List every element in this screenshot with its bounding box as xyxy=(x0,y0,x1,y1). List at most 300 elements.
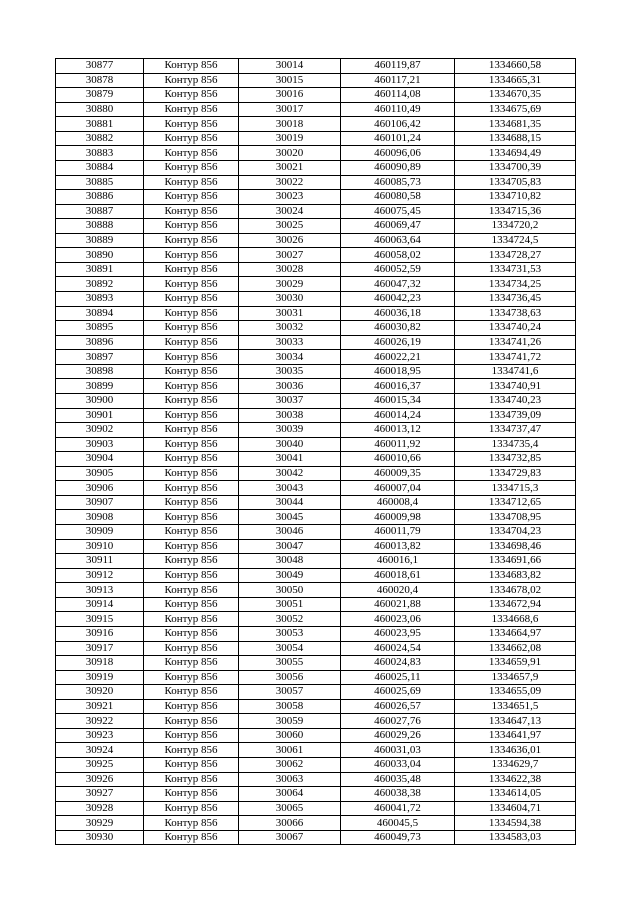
x-coordinate-cell: 460058,02 xyxy=(341,248,455,263)
row-number-cell: 30894 xyxy=(56,306,144,321)
point-number-cell: 30065 xyxy=(239,801,341,816)
y-coordinate-cell: 1334641,97 xyxy=(455,728,576,743)
table-row xyxy=(56,481,576,496)
x-coordinate-cell: 460045,5 xyxy=(341,816,455,831)
contour-name-cell: Контур 856 xyxy=(144,699,239,714)
row-number-cell: 30928 xyxy=(56,801,144,816)
x-coordinate-cell: 460119,87 xyxy=(341,59,455,74)
x-coordinate-cell: 460090,89 xyxy=(341,160,455,175)
x-coordinate-cell: 460035,48 xyxy=(341,772,455,787)
table-row xyxy=(56,539,576,554)
point-number-cell: 30027 xyxy=(239,248,341,263)
row-number-cell: 30909 xyxy=(56,525,144,540)
contour-name-cell: Контур 856 xyxy=(144,743,239,758)
point-number-cell: 30014 xyxy=(239,59,341,74)
y-coordinate-cell: 1334715,3 xyxy=(455,481,576,496)
row-number-cell: 30929 xyxy=(56,816,144,831)
y-coordinate-cell: 1334715,36 xyxy=(455,204,576,219)
row-number-cell: 30888 xyxy=(56,219,144,234)
x-coordinate-cell: 460008,4 xyxy=(341,495,455,510)
row-number-cell: 30882 xyxy=(56,131,144,146)
row-number-cell: 30903 xyxy=(56,437,144,452)
table-row xyxy=(56,423,576,438)
y-coordinate-cell: 1334583,03 xyxy=(455,830,576,845)
point-number-cell: 30019 xyxy=(239,131,341,146)
point-number-cell: 30015 xyxy=(239,73,341,88)
point-number-cell: 30025 xyxy=(239,219,341,234)
contour-name-cell: Контур 856 xyxy=(144,816,239,831)
point-number-cell: 30028 xyxy=(239,262,341,277)
table-row xyxy=(56,364,576,379)
y-coordinate-cell: 1334651,5 xyxy=(455,699,576,714)
x-coordinate-cell: 460026,57 xyxy=(341,699,455,714)
point-number-cell: 30048 xyxy=(239,554,341,569)
row-number-cell: 30879 xyxy=(56,88,144,103)
point-number-cell: 30057 xyxy=(239,685,341,700)
point-number-cell: 30018 xyxy=(239,117,341,132)
x-coordinate-cell: 460063,64 xyxy=(341,233,455,248)
x-coordinate-cell: 460025,69 xyxy=(341,685,455,700)
table-row xyxy=(56,568,576,583)
y-coordinate-cell: 1334659,91 xyxy=(455,656,576,671)
y-coordinate-cell: 1334683,82 xyxy=(455,568,576,583)
point-number-cell: 30056 xyxy=(239,670,341,685)
contour-name-cell: Контур 856 xyxy=(144,292,239,307)
x-coordinate-cell: 460114,08 xyxy=(341,88,455,103)
x-coordinate-cell: 460018,61 xyxy=(341,568,455,583)
contour-name-cell: Контур 856 xyxy=(144,335,239,350)
table-row xyxy=(56,321,576,336)
x-coordinate-cell: 460015,34 xyxy=(341,393,455,408)
point-number-cell: 30039 xyxy=(239,423,341,438)
contour-name-cell: Контур 856 xyxy=(144,728,239,743)
x-coordinate-cell: 460009,35 xyxy=(341,466,455,481)
row-number-cell: 30922 xyxy=(56,714,144,729)
table-row xyxy=(56,350,576,365)
contour-name-cell: Контур 856 xyxy=(144,670,239,685)
table-row xyxy=(56,204,576,219)
table-row xyxy=(56,525,576,540)
y-coordinate-cell: 1334734,25 xyxy=(455,277,576,292)
contour-name-cell: Контур 856 xyxy=(144,437,239,452)
contour-name-cell: Контур 856 xyxy=(144,262,239,277)
contour-name-cell: Контур 856 xyxy=(144,277,239,292)
table-row xyxy=(56,495,576,510)
contour-name-cell: Контур 856 xyxy=(144,714,239,729)
point-number-cell: 30063 xyxy=(239,772,341,787)
row-number-cell: 30927 xyxy=(56,787,144,802)
row-number-cell: 30906 xyxy=(56,481,144,496)
y-coordinate-cell: 1334732,85 xyxy=(455,452,576,467)
table-row xyxy=(56,670,576,685)
row-number-cell: 30897 xyxy=(56,350,144,365)
y-coordinate-cell: 1334614,05 xyxy=(455,787,576,802)
row-number-cell: 30913 xyxy=(56,583,144,598)
y-coordinate-cell: 1334629,7 xyxy=(455,758,576,773)
point-number-cell: 30036 xyxy=(239,379,341,394)
y-coordinate-cell: 1334604,71 xyxy=(455,801,576,816)
x-coordinate-cell: 460038,38 xyxy=(341,787,455,802)
row-number-cell: 30930 xyxy=(56,830,144,845)
row-number-cell: 30901 xyxy=(56,408,144,423)
x-coordinate-cell: 460024,54 xyxy=(341,641,455,656)
y-coordinate-cell: 1334712,65 xyxy=(455,495,576,510)
y-coordinate-cell: 1334704,23 xyxy=(455,525,576,540)
y-coordinate-cell: 1334739,09 xyxy=(455,408,576,423)
row-number-cell: 30912 xyxy=(56,568,144,583)
y-coordinate-cell: 1334708,95 xyxy=(455,510,576,525)
point-number-cell: 30038 xyxy=(239,408,341,423)
table-row xyxy=(56,728,576,743)
x-coordinate-cell: 460020,4 xyxy=(341,583,455,598)
y-coordinate-cell: 1334594,38 xyxy=(455,816,576,831)
y-coordinate-cell: 1334740,91 xyxy=(455,379,576,394)
contour-name-cell: Контур 856 xyxy=(144,233,239,248)
x-coordinate-cell: 460011,92 xyxy=(341,437,455,452)
y-coordinate-cell: 1334737,47 xyxy=(455,423,576,438)
y-coordinate-cell: 1334728,27 xyxy=(455,248,576,263)
point-number-cell: 30032 xyxy=(239,321,341,336)
y-coordinate-cell: 1334681,35 xyxy=(455,117,576,132)
row-number-cell: 30915 xyxy=(56,612,144,627)
table-row xyxy=(56,292,576,307)
contour-name-cell: Контур 856 xyxy=(144,495,239,510)
row-number-cell: 30884 xyxy=(56,160,144,175)
table-row xyxy=(56,554,576,569)
y-coordinate-cell: 1334700,39 xyxy=(455,160,576,175)
row-number-cell: 30919 xyxy=(56,670,144,685)
table-row xyxy=(56,335,576,350)
y-coordinate-cell: 1334688,15 xyxy=(455,131,576,146)
row-number-cell: 30918 xyxy=(56,656,144,671)
contour-name-cell: Контур 856 xyxy=(144,102,239,117)
x-coordinate-cell: 460041,72 xyxy=(341,801,455,816)
point-number-cell: 30061 xyxy=(239,743,341,758)
table-row xyxy=(56,219,576,234)
point-number-cell: 30030 xyxy=(239,292,341,307)
point-number-cell: 30053 xyxy=(239,626,341,641)
row-number-cell: 30902 xyxy=(56,423,144,438)
table-row xyxy=(56,830,576,845)
table-row xyxy=(56,743,576,758)
contour-name-cell: Контур 856 xyxy=(144,525,239,540)
y-coordinate-cell: 1334740,23 xyxy=(455,393,576,408)
contour-name-cell: Контур 856 xyxy=(144,423,239,438)
point-number-cell: 30026 xyxy=(239,233,341,248)
contour-name-cell: Контур 856 xyxy=(144,772,239,787)
row-number-cell: 30923 xyxy=(56,728,144,743)
row-number-cell: 30896 xyxy=(56,335,144,350)
x-coordinate-cell: 460025,11 xyxy=(341,670,455,685)
point-number-cell: 30066 xyxy=(239,816,341,831)
row-number-cell: 30914 xyxy=(56,597,144,612)
y-coordinate-cell: 1334736,45 xyxy=(455,292,576,307)
y-coordinate-cell: 1334636,01 xyxy=(455,743,576,758)
contour-name-cell: Контур 856 xyxy=(144,73,239,88)
x-coordinate-cell: 460096,06 xyxy=(341,146,455,161)
table-row xyxy=(56,306,576,321)
row-number-cell: 30885 xyxy=(56,175,144,190)
contour-name-cell: Контур 856 xyxy=(144,379,239,394)
y-coordinate-cell: 1334705,83 xyxy=(455,175,576,190)
y-coordinate-cell: 1334664,97 xyxy=(455,626,576,641)
contour-name-cell: Контур 856 xyxy=(144,758,239,773)
table-row xyxy=(56,612,576,627)
row-number-cell: 30920 xyxy=(56,685,144,700)
table-row xyxy=(56,393,576,408)
x-coordinate-cell: 460016,1 xyxy=(341,554,455,569)
row-number-cell: 30904 xyxy=(56,452,144,467)
y-coordinate-cell: 1334665,31 xyxy=(455,73,576,88)
table-row xyxy=(56,597,576,612)
row-number-cell: 30880 xyxy=(56,102,144,117)
y-coordinate-cell: 1334660,58 xyxy=(455,59,576,74)
contour-name-cell: Контур 856 xyxy=(144,685,239,700)
x-coordinate-cell: 460021,88 xyxy=(341,597,455,612)
row-number-cell: 30892 xyxy=(56,277,144,292)
coordinates-table xyxy=(55,58,576,845)
point-number-cell: 30024 xyxy=(239,204,341,219)
row-number-cell: 30881 xyxy=(56,117,144,132)
contour-name-cell: Контур 856 xyxy=(144,481,239,496)
table-row xyxy=(56,714,576,729)
row-number-cell: 30900 xyxy=(56,393,144,408)
contour-name-cell: Контур 856 xyxy=(144,597,239,612)
x-coordinate-cell: 460026,19 xyxy=(341,335,455,350)
point-number-cell: 30017 xyxy=(239,102,341,117)
table-row xyxy=(56,190,576,205)
x-coordinate-cell: 460110,49 xyxy=(341,102,455,117)
table-row xyxy=(56,175,576,190)
contour-name-cell: Контур 856 xyxy=(144,350,239,365)
contour-name-cell: Контур 856 xyxy=(144,787,239,802)
point-number-cell: 30020 xyxy=(239,146,341,161)
y-coordinate-cell: 1334741,72 xyxy=(455,350,576,365)
x-coordinate-cell: 460010,66 xyxy=(341,452,455,467)
point-number-cell: 30023 xyxy=(239,190,341,205)
contour-name-cell: Контур 856 xyxy=(144,59,239,74)
contour-name-cell: Контур 856 xyxy=(144,612,239,627)
y-coordinate-cell: 1334662,08 xyxy=(455,641,576,656)
table-row xyxy=(56,408,576,423)
row-number-cell: 30925 xyxy=(56,758,144,773)
point-number-cell: 30062 xyxy=(239,758,341,773)
point-number-cell: 30041 xyxy=(239,452,341,467)
table-row xyxy=(56,699,576,714)
contour-name-cell: Контур 856 xyxy=(144,175,239,190)
point-number-cell: 30016 xyxy=(239,88,341,103)
contour-name-cell: Контур 856 xyxy=(144,554,239,569)
contour-name-cell: Контур 856 xyxy=(144,641,239,656)
y-coordinate-cell: 1334740,24 xyxy=(455,321,576,336)
x-coordinate-cell: 460117,21 xyxy=(341,73,455,88)
table-row xyxy=(56,73,576,88)
x-coordinate-cell: 460031,03 xyxy=(341,743,455,758)
table-row xyxy=(56,626,576,641)
table-row xyxy=(56,466,576,481)
table-row xyxy=(56,641,576,656)
x-coordinate-cell: 460085,73 xyxy=(341,175,455,190)
contour-name-cell: Контур 856 xyxy=(144,393,239,408)
x-coordinate-cell: 460052,59 xyxy=(341,262,455,277)
y-coordinate-cell: 1334741,6 xyxy=(455,364,576,379)
y-coordinate-cell: 1334668,6 xyxy=(455,612,576,627)
row-number-cell: 30883 xyxy=(56,146,144,161)
row-number-cell: 30899 xyxy=(56,379,144,394)
row-number-cell: 30911 xyxy=(56,554,144,569)
row-number-cell: 30907 xyxy=(56,495,144,510)
y-coordinate-cell: 1334729,83 xyxy=(455,466,576,481)
row-number-cell: 30910 xyxy=(56,539,144,554)
contour-name-cell: Контур 856 xyxy=(144,801,239,816)
point-number-cell: 30064 xyxy=(239,787,341,802)
x-coordinate-cell: 460007,04 xyxy=(341,481,455,496)
y-coordinate-cell: 1334694,49 xyxy=(455,146,576,161)
contour-name-cell: Контур 856 xyxy=(144,146,239,161)
x-coordinate-cell: 460080,58 xyxy=(341,190,455,205)
row-number-cell: 30895 xyxy=(56,321,144,336)
point-number-cell: 30035 xyxy=(239,364,341,379)
y-coordinate-cell: 1334735,4 xyxy=(455,437,576,452)
y-coordinate-cell: 1334731,53 xyxy=(455,262,576,277)
x-coordinate-cell: 460069,47 xyxy=(341,219,455,234)
point-number-cell: 30045 xyxy=(239,510,341,525)
row-number-cell: 30893 xyxy=(56,292,144,307)
table-row xyxy=(56,510,576,525)
y-coordinate-cell: 1334657,9 xyxy=(455,670,576,685)
table-row xyxy=(56,88,576,103)
x-coordinate-cell: 460016,37 xyxy=(341,379,455,394)
x-coordinate-cell: 460029,26 xyxy=(341,728,455,743)
table-row xyxy=(56,656,576,671)
contour-name-cell: Контур 856 xyxy=(144,88,239,103)
row-number-cell: 30921 xyxy=(56,699,144,714)
contour-name-cell: Контур 856 xyxy=(144,510,239,525)
x-coordinate-cell: 460013,12 xyxy=(341,423,455,438)
table-row xyxy=(56,131,576,146)
x-coordinate-cell: 460018,95 xyxy=(341,364,455,379)
point-number-cell: 30022 xyxy=(239,175,341,190)
row-number-cell: 30898 xyxy=(56,364,144,379)
row-number-cell: 30908 xyxy=(56,510,144,525)
table-row xyxy=(56,102,576,117)
table-row xyxy=(56,160,576,175)
x-coordinate-cell: 460042,23 xyxy=(341,292,455,307)
x-coordinate-cell: 460014,24 xyxy=(341,408,455,423)
table-row xyxy=(56,787,576,802)
x-coordinate-cell: 460106,42 xyxy=(341,117,455,132)
contour-name-cell: Контур 856 xyxy=(144,131,239,146)
point-number-cell: 30054 xyxy=(239,641,341,656)
contour-name-cell: Контур 856 xyxy=(144,656,239,671)
table-row xyxy=(56,685,576,700)
x-coordinate-cell: 460009,98 xyxy=(341,510,455,525)
y-coordinate-cell: 1334647,13 xyxy=(455,714,576,729)
table-row xyxy=(56,772,576,787)
coordinates-table-body xyxy=(56,59,576,845)
table-row xyxy=(56,816,576,831)
point-number-cell: 30033 xyxy=(239,335,341,350)
x-coordinate-cell: 460024,83 xyxy=(341,656,455,671)
x-coordinate-cell: 460011,79 xyxy=(341,525,455,540)
point-number-cell: 30046 xyxy=(239,525,341,540)
point-number-cell: 30051 xyxy=(239,597,341,612)
x-coordinate-cell: 460023,06 xyxy=(341,612,455,627)
point-number-cell: 30021 xyxy=(239,160,341,175)
y-coordinate-cell: 1334670,35 xyxy=(455,88,576,103)
contour-name-cell: Контур 856 xyxy=(144,248,239,263)
contour-name-cell: Контур 856 xyxy=(144,160,239,175)
point-number-cell: 30049 xyxy=(239,568,341,583)
y-coordinate-cell: 1334691,66 xyxy=(455,554,576,569)
row-number-cell: 30887 xyxy=(56,204,144,219)
row-number-cell: 30890 xyxy=(56,248,144,263)
table-row xyxy=(56,248,576,263)
point-number-cell: 30058 xyxy=(239,699,341,714)
table-row xyxy=(56,452,576,467)
point-number-cell: 30055 xyxy=(239,656,341,671)
y-coordinate-cell: 1334672,94 xyxy=(455,597,576,612)
x-coordinate-cell: 460047,32 xyxy=(341,277,455,292)
y-coordinate-cell: 1334622,38 xyxy=(455,772,576,787)
table-row xyxy=(56,758,576,773)
table-row xyxy=(56,379,576,394)
row-number-cell: 30878 xyxy=(56,73,144,88)
point-number-cell: 30047 xyxy=(239,539,341,554)
table-row xyxy=(56,262,576,277)
point-number-cell: 30031 xyxy=(239,306,341,321)
x-coordinate-cell: 460027,76 xyxy=(341,714,455,729)
point-number-cell: 30040 xyxy=(239,437,341,452)
x-coordinate-cell: 460013,82 xyxy=(341,539,455,554)
table-row xyxy=(56,583,576,598)
point-number-cell: 30029 xyxy=(239,277,341,292)
table-row xyxy=(56,117,576,132)
y-coordinate-cell: 1334720,2 xyxy=(455,219,576,234)
point-number-cell: 30037 xyxy=(239,393,341,408)
row-number-cell: 30905 xyxy=(56,466,144,481)
x-coordinate-cell: 460030,82 xyxy=(341,321,455,336)
point-number-cell: 30034 xyxy=(239,350,341,365)
table-row xyxy=(56,59,576,74)
table-row xyxy=(56,277,576,292)
contour-name-cell: Контур 856 xyxy=(144,190,239,205)
contour-name-cell: Контур 856 xyxy=(144,408,239,423)
x-coordinate-cell: 460075,45 xyxy=(341,204,455,219)
x-coordinate-cell: 460036,18 xyxy=(341,306,455,321)
contour-name-cell: Контур 856 xyxy=(144,830,239,845)
point-number-cell: 30052 xyxy=(239,612,341,627)
x-coordinate-cell: 460033,04 xyxy=(341,758,455,773)
x-coordinate-cell: 460049,73 xyxy=(341,830,455,845)
contour-name-cell: Контур 856 xyxy=(144,117,239,132)
row-number-cell: 30891 xyxy=(56,262,144,277)
x-coordinate-cell: 460022,21 xyxy=(341,350,455,365)
row-number-cell: 30926 xyxy=(56,772,144,787)
y-coordinate-cell: 1334675,69 xyxy=(455,102,576,117)
row-number-cell: 30877 xyxy=(56,59,144,74)
row-number-cell: 30924 xyxy=(56,743,144,758)
table-row xyxy=(56,437,576,452)
table-row xyxy=(56,801,576,816)
contour-name-cell: Контур 856 xyxy=(144,204,239,219)
point-number-cell: 30050 xyxy=(239,583,341,598)
x-coordinate-cell: 460101,24 xyxy=(341,131,455,146)
contour-name-cell: Контур 856 xyxy=(144,568,239,583)
contour-name-cell: Контур 856 xyxy=(144,452,239,467)
y-coordinate-cell: 1334738,63 xyxy=(455,306,576,321)
point-number-cell: 30060 xyxy=(239,728,341,743)
